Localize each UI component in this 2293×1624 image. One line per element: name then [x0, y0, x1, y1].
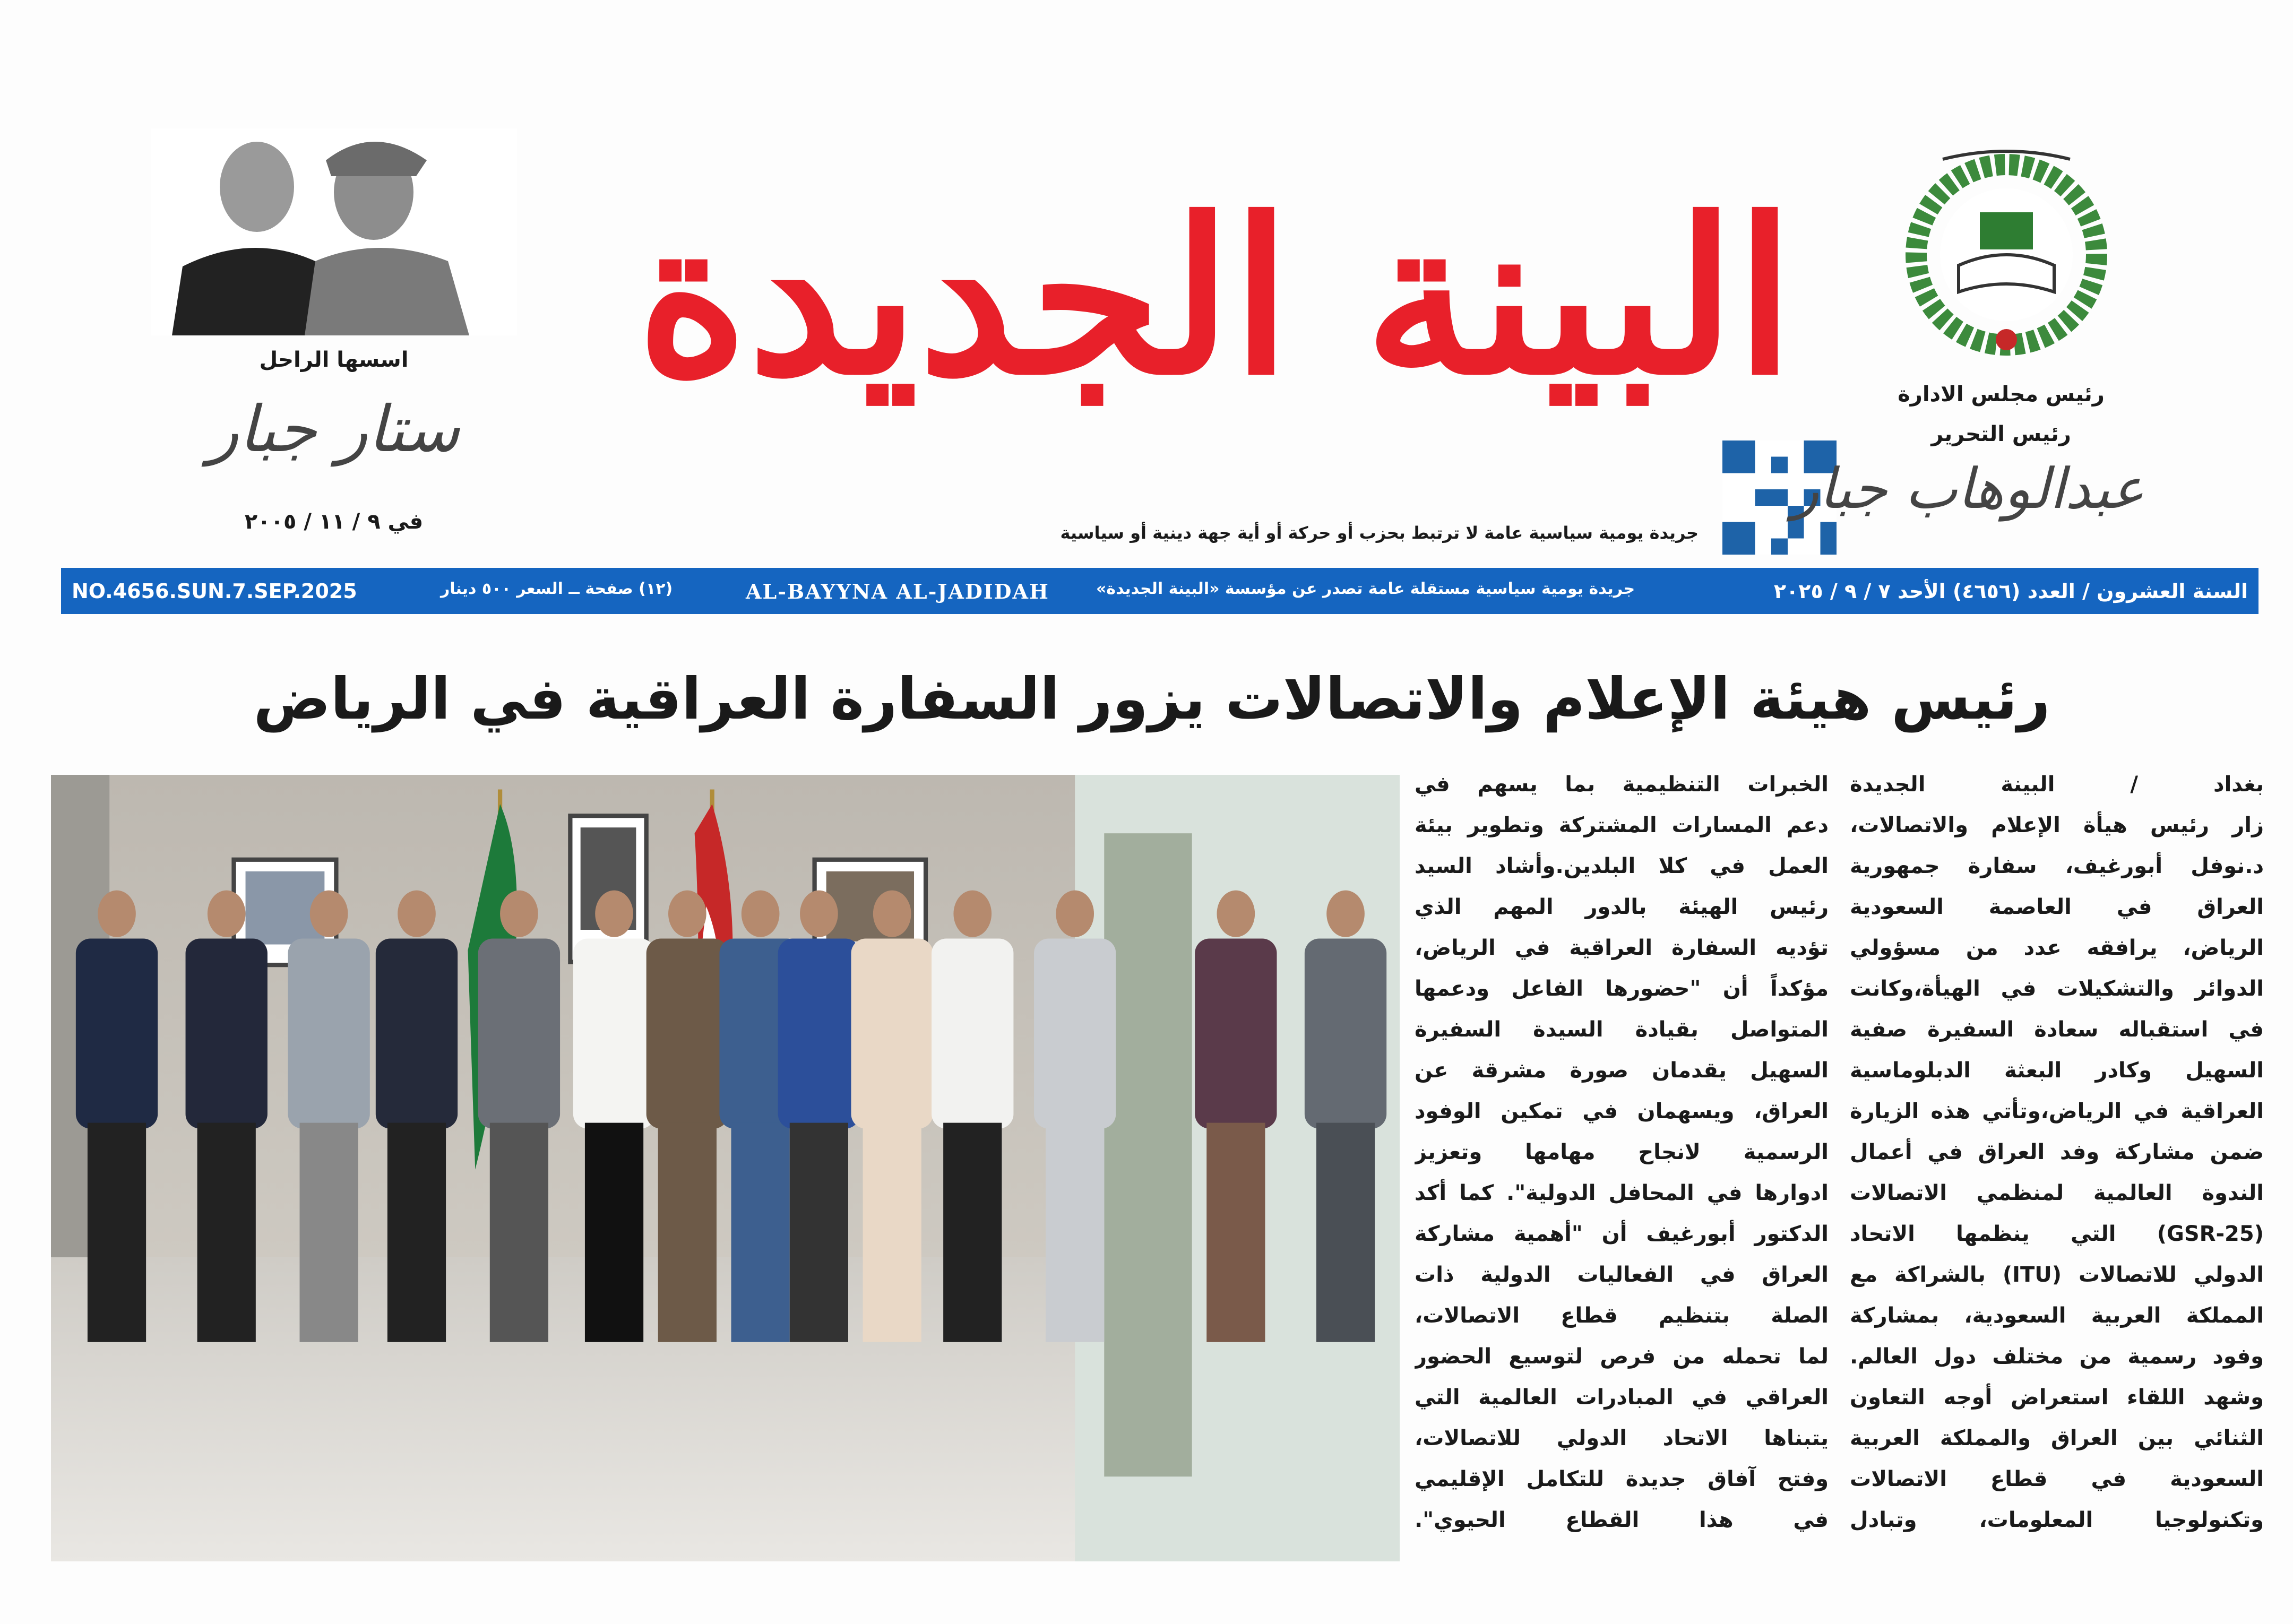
- founding-date: في ٩ / ١١ / ٢٠٠٥: [244, 509, 424, 534]
- article-line: الدوائر والتشكيلات في الهيأة،وكانت: [1850, 977, 2264, 1001]
- article-line: السهيل وكادر البعثة الدبلوماسية: [1850, 1058, 2264, 1083]
- article-line: الدكتور أبورغيف أن "أهمية مشاركة: [1415, 1222, 1829, 1246]
- article-line: ادوارها في المحافل الدولية". كما أكد: [1415, 1181, 1829, 1205]
- pages-price: (١٢) صفحة ــ السعر ٥٠٠ دينار: [441, 580, 673, 598]
- article-line: العراقية في الرياض،وتأتي هذه الزيارة: [1850, 1099, 2264, 1124]
- article-line: الدولي للاتصالات (ITU) بالشراكة مع: [1850, 1263, 2264, 1287]
- person-figure: [186, 891, 268, 1342]
- masthead-logo: البينة الجديدة: [636, 172, 1795, 422]
- article-line: رئيس الهيئة بالدور المهم الذي: [1415, 895, 1829, 919]
- paper-name-en: AL-BAYYNA AL-JADIDAH: [746, 580, 1049, 603]
- person-figure: [1195, 891, 1277, 1342]
- article-line: الصلة بتنظيم قطاع الاتصالات،: [1415, 1303, 1829, 1328]
- article-line: الرسمية لانجاح مهامها وتعزيز: [1415, 1140, 1829, 1164]
- emblem-logo: [1900, 143, 2113, 361]
- article-column-2: [1415, 764, 1829, 1541]
- article-line: العراق في الفعاليات الدولية ذات: [1415, 1263, 1829, 1287]
- person-figure: [932, 891, 1013, 1342]
- article-line: السعودية في قطاع الاتصالات: [1850, 1467, 2264, 1491]
- person-figure: [851, 891, 933, 1342]
- person-figure: [76, 891, 158, 1342]
- article-line: في هذا القطاع الحيوي".: [1415, 1508, 1829, 1532]
- person-figure: [1305, 891, 1386, 1342]
- person-figure: [646, 891, 728, 1342]
- article-line: د.نوفل أبورغيف، سفارة جمهورية: [1850, 854, 2264, 878]
- person-figure: [573, 891, 655, 1342]
- person-figure: [376, 891, 458, 1342]
- article-line: تؤديه السفارة العراقية في الرياض،: [1415, 936, 1829, 960]
- article-line: وتكنولوجيا المعلومات، وتبادل: [1850, 1508, 2264, 1532]
- article-line: وشهد اللقاء استعراض أوجه التعاون: [1850, 1385, 2264, 1410]
- article-line: وفتح آفاق جديدة للتكامل الإقليمي: [1415, 1467, 1829, 1491]
- person-figure: [1034, 891, 1116, 1342]
- person-figure: [478, 891, 560, 1342]
- publisher-line: جريدة يومية سياسية مستقلة عامة تصدر عن مؤسسة «البينة الجديدة»: [1096, 580, 1635, 598]
- article-line: لما تحمله من فرص لتوسيع الحضور: [1415, 1344, 1829, 1369]
- masthead-tagline: جريدة يومية سياسية عامة لا ترتبط بحزب أو حركة أو أية جهة دينية أو سياسية: [1060, 523, 1699, 543]
- article-line: الثنائي بين العراق والمملكة العربية: [1850, 1426, 2264, 1450]
- person-figure: [288, 891, 369, 1342]
- article-column-1: [1850, 764, 2264, 1541]
- article-line: العمل في كلا البلدين.وأشاد السيد: [1415, 854, 1829, 878]
- article-line: دعم المسارات المشتركة وتطوير بيئة: [1415, 813, 1829, 837]
- article-line: مؤكداً أن "حضورها الفاعل ودعمها: [1415, 977, 1829, 1001]
- article-line: العراقي في المبادرات العالمية التي: [1415, 1385, 1829, 1410]
- article-line: السهيل يقدمان صورة مشرقة عن: [1415, 1058, 1829, 1083]
- editor-signature: عبدالوهاب جبار: [1792, 456, 2144, 521]
- article-line: المملكة العربية السعودية، بمشاركة: [1850, 1303, 2264, 1328]
- article-headline: رئيس هيئة الإعلام والاتصالات يزور السفارة العراقية في الرياض: [253, 666, 2050, 732]
- info-bar: [61, 568, 2258, 614]
- article-line: الرياض، يرافقه عدد من مسؤولي: [1850, 936, 2264, 960]
- article-line: في استقباله سعادة السفيرة صفية: [1850, 1017, 2264, 1042]
- editor-in-chief-label: رئيس التحرير: [1931, 422, 2071, 446]
- article-line: العراق في العاصمة السعودية: [1850, 895, 2264, 919]
- article-line: بغداد / البينة الجديدة: [1850, 772, 2264, 797]
- article-line: زار رئيس هيأة الإعلام والاتصالات،: [1850, 813, 2264, 837]
- founder-label: اسسها الراحل: [259, 348, 409, 372]
- article-line: المتواصل بقيادة السيدة السفيرة: [1415, 1017, 1829, 1042]
- article-line: الخبرات التنظيمية بما يسهم في: [1415, 772, 1829, 797]
- article-line: يتبناها الاتحاد الدولي للاتصالات،: [1415, 1426, 1829, 1450]
- article-line: ضمن مشاركة وفد العراق في أعمال: [1850, 1140, 2264, 1164]
- article-line: (GSR-25) التي ينظمها الاتحاد: [1850, 1222, 2264, 1246]
- issue-number-ar: السنة العشرون / العدد (٤٦٥٦) الأحد ٧ / ٩ / ٢٠٢٥: [1773, 580, 2248, 603]
- article-line: العراق، ويسهمان في تمكين الوفود: [1415, 1099, 1829, 1124]
- issue-number-en: NO.4656.SUN.7.SEP.2025: [72, 580, 357, 603]
- founder-signature: ستار جبار: [208, 393, 460, 467]
- chairman-label: رئيس مجلس الادارة: [1898, 382, 2105, 407]
- article-line: وفود رسمية من مختلف دول العالم.: [1850, 1344, 2264, 1369]
- article-line: الندوة العالمية لمنظمي الاتصالات: [1850, 1181, 2264, 1205]
- person-figure: [778, 891, 860, 1342]
- article-photo: [51, 775, 1400, 1561]
- founders-photo: [151, 128, 517, 335]
